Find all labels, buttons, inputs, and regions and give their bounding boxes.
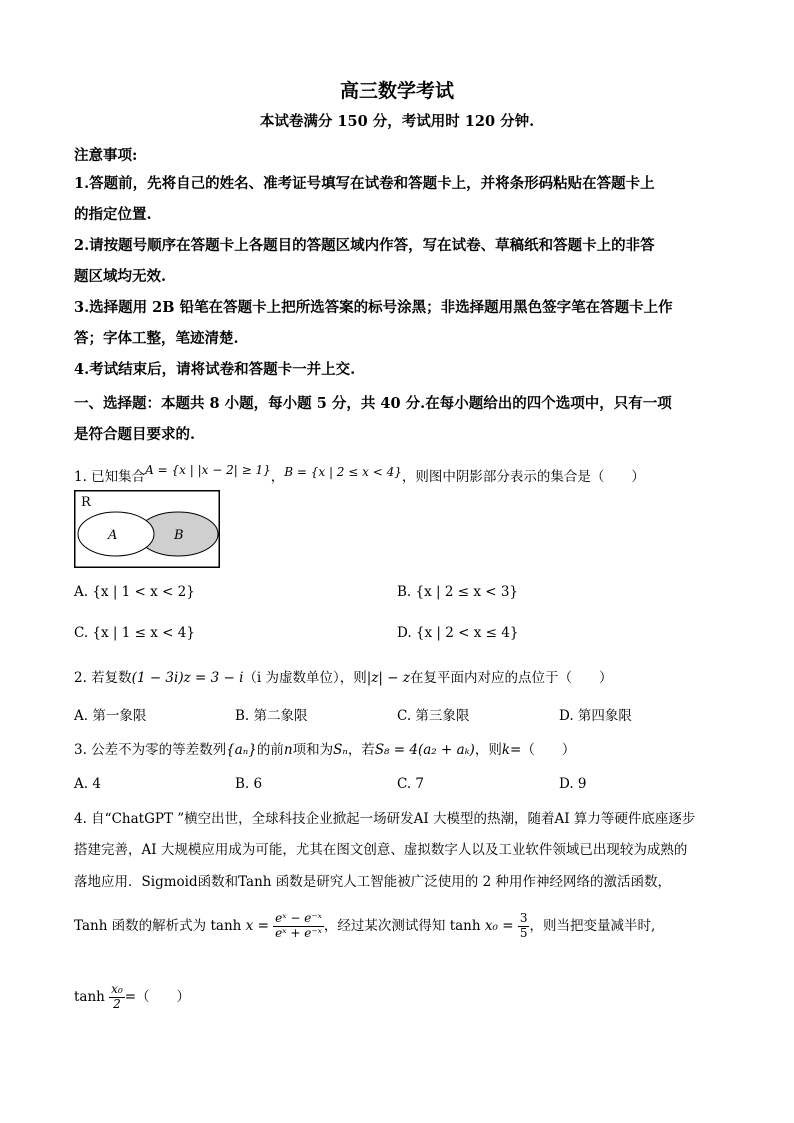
section-heading-line-2: 是符合题目要求的. [74,426,196,443]
note-line-1: 1.答题前，先将自己的姓名、准考证号填写在试卷和答题卡上，并将条形码粘贴在答题卡上 [74,175,655,192]
universe-label: R [81,495,91,510]
notes-heading: 注意事项: [74,147,138,164]
q3-stem-e: ，则 [474,742,502,758]
q4-line-4 [74,912,655,941]
q2-equation: (1 − 3i)z = 3 − i [131,670,244,686]
q2-option-d[interactable]: D. 第四象限 [559,708,632,724]
q1-suffix: ，则图中阴影部分表示的集合是（ ） [401,469,645,485]
q1-set-a: A = {x | |x − 2| ≥ 1} [145,463,271,477]
q3-stem-a: 3. 公差不为零的等差数列 [74,742,227,758]
note-line-4: 题区域均无效. [74,268,167,285]
half-x0-numerator: x₀ [111,982,123,996]
q4-x0: x₀ [484,917,498,934]
q4-test-text: ，经过某次测试得知 tanh [323,917,481,934]
q3-stem-c: 项和为 [292,742,334,758]
q4-equals: = [257,917,269,934]
q2-expression: |z| − z [366,670,410,686]
exam-title: 高三数学考试 [339,80,454,102]
q4-line-2: 搭建完善，AI 大规模应用成为可能，尤其在图文创意、虚拟数字人以及工业软件领域已出现较为成熟的 [74,842,688,858]
q4-tanh-label: tanh [74,988,105,1005]
tanh-numerator: eˣ − e⁻ˣ [275,911,322,925]
set-b-label: B [174,528,184,543]
question-2-stem [74,666,612,686]
q4-line-3: 落地应用．Sigmoid函数和Tanh 函数是研究人工智能被广泛使用的 2 种用作神经网络的激活函数， [74,874,671,890]
q4-answer-blank: =（ ） [124,988,191,1005]
note-line-7: 4.考试结束后，请将试卷和答题卡一并上交. [74,361,356,378]
three-fifths-fraction [518,912,530,941]
q4-tanh-intro: Tanh 函数的解析式为 tanh [74,917,242,934]
section-heading-line-1: 一、选择题：本题共 8 小题，每小题 5 分，共 40 分.在每小题给出的四个选项中，只有一项 [74,395,672,412]
tanh-denominator: eˣ + e⁻ˣ [275,925,322,940]
q1-sep: ， [270,469,285,485]
q4-line-5 [74,983,190,1012]
q3-condition: S₈ = 4(a₂ + aₖ) [374,742,475,758]
q3-k: k [501,742,511,758]
fraction-numerator-3: 3 [519,911,528,925]
q3-sn: Sₙ [333,742,348,758]
note-line-6: 答；字体工整，笔迹清楚. [74,330,239,347]
q3-stem-f: =（ ） [510,742,576,758]
q2-stem-c: 在复平面内对应的点位于（ ） [409,670,613,686]
note-line-3: 2.请按题号顺序在答题卡上各题目的答题区域内作答，写在试卷、草稿纸和答题卡上的非答 [74,237,655,254]
q3-option-d[interactable]: D. 9 [559,776,587,792]
q3-stem-d: ，若 [347,742,375,758]
q1-option-d[interactable]: D. {x | 2 < x ≤ 4} [397,625,519,641]
q2-option-c[interactable]: C. 第三象限 [397,708,470,724]
q3-option-a[interactable]: A. 4 [74,776,101,792]
set-a-label: A [108,528,118,543]
q4-line-1: 4. 自“ChatGPT ”横空出世，全球科技企业掀起一场研发AI 大模型的热潮，随着AI 算力等硬件底座逐步 [74,811,696,827]
q4-x: x [245,917,254,934]
half-x0-fraction [109,983,125,1012]
q1-set-b: B = {x | 2 ≤ x < 4} [284,465,402,479]
exam-subtitle: 本试卷满分 150 分，考试用时 120 分钟. [259,113,535,130]
q3-option-c[interactable]: C. 7 [397,776,425,792]
q3-stem-b: 的前 [256,742,284,758]
q1-option-b[interactable]: B. {x | 2 ≤ x < 3} [397,584,519,600]
q1-option-c[interactable]: C. {x | 1 ≤ x < 4} [74,625,195,641]
note-line-5: 3.选择题用 2B 铅笔在答题卡上把所选答案的标号涂黑；非选择题用黑色签字笔在答题卡上作 [74,299,673,316]
q3-option-b[interactable]: B. 6 [235,776,263,792]
q1-option-a[interactable]: A. {x | 1 < x < 2} [74,584,195,600]
fraction-denominator-5: 5 [519,925,528,940]
half-x0-denominator: 2 [113,996,121,1011]
q2-option-b[interactable]: B. 第二象限 [235,708,308,724]
q3-n: n [283,742,293,758]
q2-stem-b: （i 为虚数单位），则 [243,670,367,686]
q4-halve-text: ，则当把变量减半时, [529,917,656,934]
q2-stem-a: 2. 若复数 [74,670,132,686]
question-1-stem [74,465,645,485]
q2-option-a[interactable]: A. 第一象限 [74,708,147,724]
q1-prefix: 1. 已知集合 [74,469,146,485]
venn-diagram [74,490,220,568]
question-3-stem [74,738,575,758]
tanh-formula-fraction [273,912,324,941]
q3-sequence: {aₙ} [226,742,257,758]
q4-equals-2: = [502,917,514,934]
note-line-2: 的指定位置. [74,206,152,223]
